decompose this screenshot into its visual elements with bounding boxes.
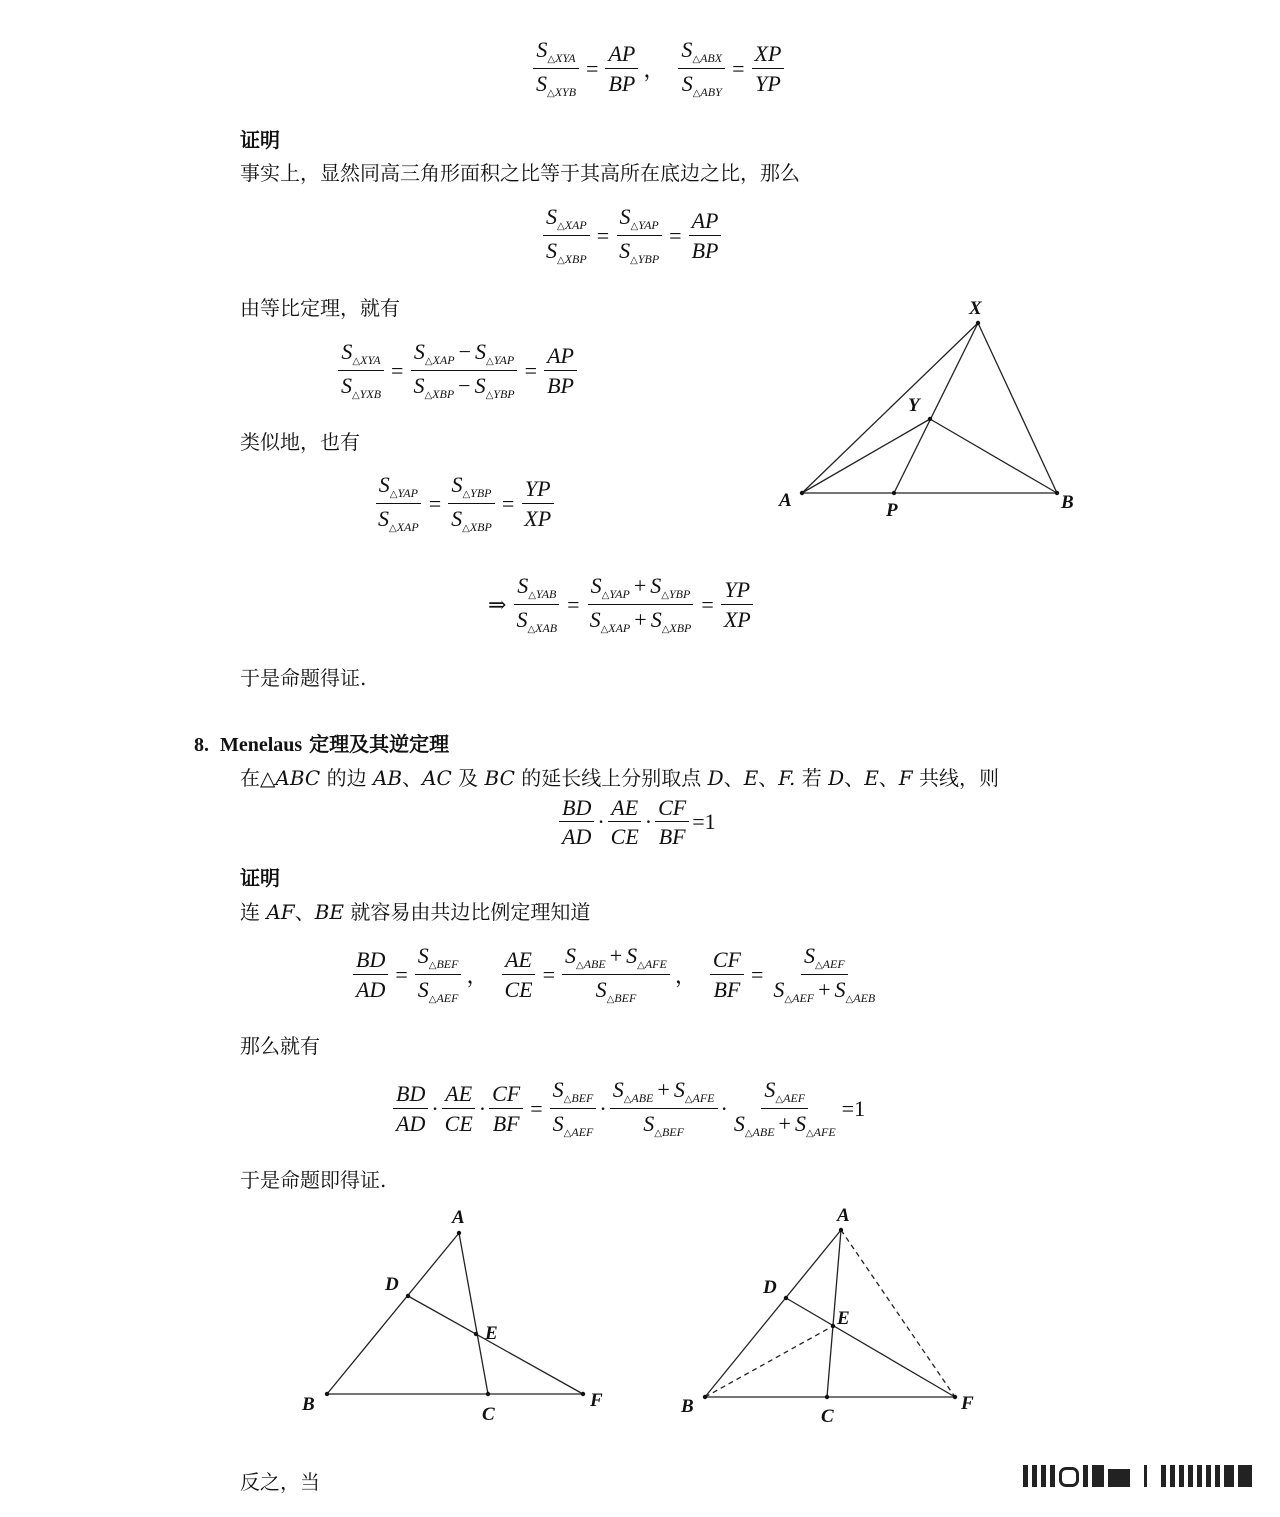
label-A: A (452, 1207, 465, 1228)
label-F: F (961, 1393, 974, 1414)
section-8-heading: 8. Menelaus 定理及其逆定理 (194, 732, 450, 756)
point-A (800, 491, 804, 495)
label-X: X (969, 298, 982, 319)
seg-BA (705, 1230, 841, 1397)
point-Y (928, 417, 932, 421)
label-P: P (886, 500, 898, 521)
point-B (703, 1395, 707, 1399)
text-qed-2: 于是命题即得证. (240, 1168, 387, 1192)
label-E: E (837, 1308, 850, 1329)
equation-5: ⇒ $\frac{S_{\triangle YAB}}{S_{\triangle XAB}}$ = $\frac{S_{\triangle YAP} + S_{\triangle YBP}}{S_{\triangle XAP} + S_{\triangle XBP}}$ = $\frac{YP}{XP}$ (484, 574, 757, 635)
text-dengbi: 由等比定理，就有 (240, 296, 400, 320)
point-E (474, 1332, 478, 1336)
label-F: F (590, 1390, 603, 1411)
equation-4: $\frac{S_{\triangle YAP}}{S_{\triangle XAP}}$ = $\frac{S_{\triangle YBP}}{S_{\triangle XBP}}$ = $\frac{YP}{XP}$ (372, 473, 557, 534)
point-B (325, 1392, 329, 1396)
seg-BE-dashed (705, 1326, 833, 1397)
equation-8: $\frac{BD}{AD}$ · $\frac{AE}{CE}$ · $\frac{CF}{BF}$ = $\frac{S_{\triangle BEF}}{S_{\triangle AEF}}$ · $\frac{S_{\triangle ABE} + S_{\triangle AFE}}{S_{\triangle BEF}}$ · $\frac{S_{\triangle AEF}}{S_{\triangle ABE} + S_{\triangle AFE}}$ =1 (390, 1078, 865, 1139)
seg-DF (408, 1296, 583, 1394)
point-E (831, 1324, 835, 1328)
figure-menelaus-left (295, 1200, 625, 1430)
equation-7: $\frac{BD}{AD}$ = $\frac{S_{\triangle BEF}}{S_{\triangle AEF}}$ ， $\frac{AE}{CE}$ = $\frac{S_{\triangle ABE} + S_{\triangle AFE}}{S_{\triangle BEF}}$ ， $\frac{CF}{BF}$ = $\frac{S_{\triangle AEF}}{S_{\triangle AEF} + S_{\triangle AEB}}$ (350, 944, 881, 1005)
label-Y: Y (908, 395, 920, 416)
equation-top: $\frac{S_{\triangle XYA}}{S_{\triangle XYB}}$ = $\frac{AP}{BP}$ ， $\frac{S_{\triangle ABX}}{S_{\triangle ABY}}$ = $\frac{XP}{YP}$ (530, 38, 787, 99)
label-B: B (302, 1394, 315, 1415)
point-C (486, 1392, 490, 1396)
text-qed-1: 于是命题得证. (240, 666, 367, 690)
figure-menelaus-right (675, 1200, 995, 1430)
seg-XB (978, 323, 1057, 493)
label-D: D (385, 1274, 399, 1295)
text-leisi: 类似地，也有 (240, 430, 360, 454)
proof-text-1: 事实上，显然同高三角形面积之比等于其高所在底边之比，那么 (240, 161, 800, 185)
text-fanzhi: 反之，当 (240, 1470, 320, 1494)
label-E: E (485, 1323, 498, 1344)
label-C: C (821, 1406, 834, 1427)
point-B (1055, 491, 1059, 495)
point-F (953, 1395, 957, 1399)
seg-AC (459, 1233, 488, 1394)
equation-2: $\frac{S_{\triangle XAP}}{S_{\triangle XBP}}$ = $\frac{S_{\triangle YAP}}{S_{\triangle YBP}}$ = $\frac{AP}{BP}$ (540, 205, 724, 266)
label-A: A (779, 490, 792, 511)
text-namejiuyou: 那么就有 (240, 1034, 320, 1058)
label-C: C (482, 1404, 495, 1425)
label-B: B (681, 1396, 694, 1417)
seg-YB (930, 419, 1057, 493)
watermark-strip (1023, 1465, 1252, 1487)
seg-XP (894, 323, 978, 493)
label-D: D (763, 1277, 777, 1298)
proof-heading-1: 证明 (240, 128, 280, 152)
proof-heading-2: 证明 (240, 866, 280, 890)
point-F (581, 1392, 585, 1396)
point-C (825, 1395, 829, 1399)
figure-triangle-xab (770, 290, 1090, 530)
equation-menelaus: $\frac{BD}{AD}$ · $\frac{AE}{CE}$ · $\frac{CF}{BF}$ =1 (556, 796, 716, 848)
point-A (457, 1231, 461, 1235)
proof-text-2: 连 AF、BE 就容易由共边比例定理知道 (240, 900, 591, 924)
statement-menelaus: 在△ABC 的边 AB、AC 及 BC 的延长线上分别取点 D、E、F. 若 D、E、F 共线，则 (240, 766, 1000, 790)
equation-3: $\frac{S_{\triangle XYA}}{S_{\triangle YXB}}$ = $\frac{S_{\triangle XAP} - S_{\triangle YAP}}{S_{\triangle XBP} - S_{\triangle YBP}}$ = $\frac{AP}{BP}$ (335, 340, 580, 401)
seg-AF-dashed (841, 1230, 955, 1397)
seg-AX (802, 323, 978, 493)
point-D (784, 1296, 788, 1300)
label-B: B (1061, 492, 1074, 513)
seg-DF (786, 1298, 955, 1397)
label-A: A (837, 1205, 850, 1226)
point-D (406, 1294, 410, 1298)
point-X (976, 321, 980, 325)
point-P (892, 491, 896, 495)
point-A (839, 1228, 843, 1232)
seg-AY (802, 419, 930, 493)
